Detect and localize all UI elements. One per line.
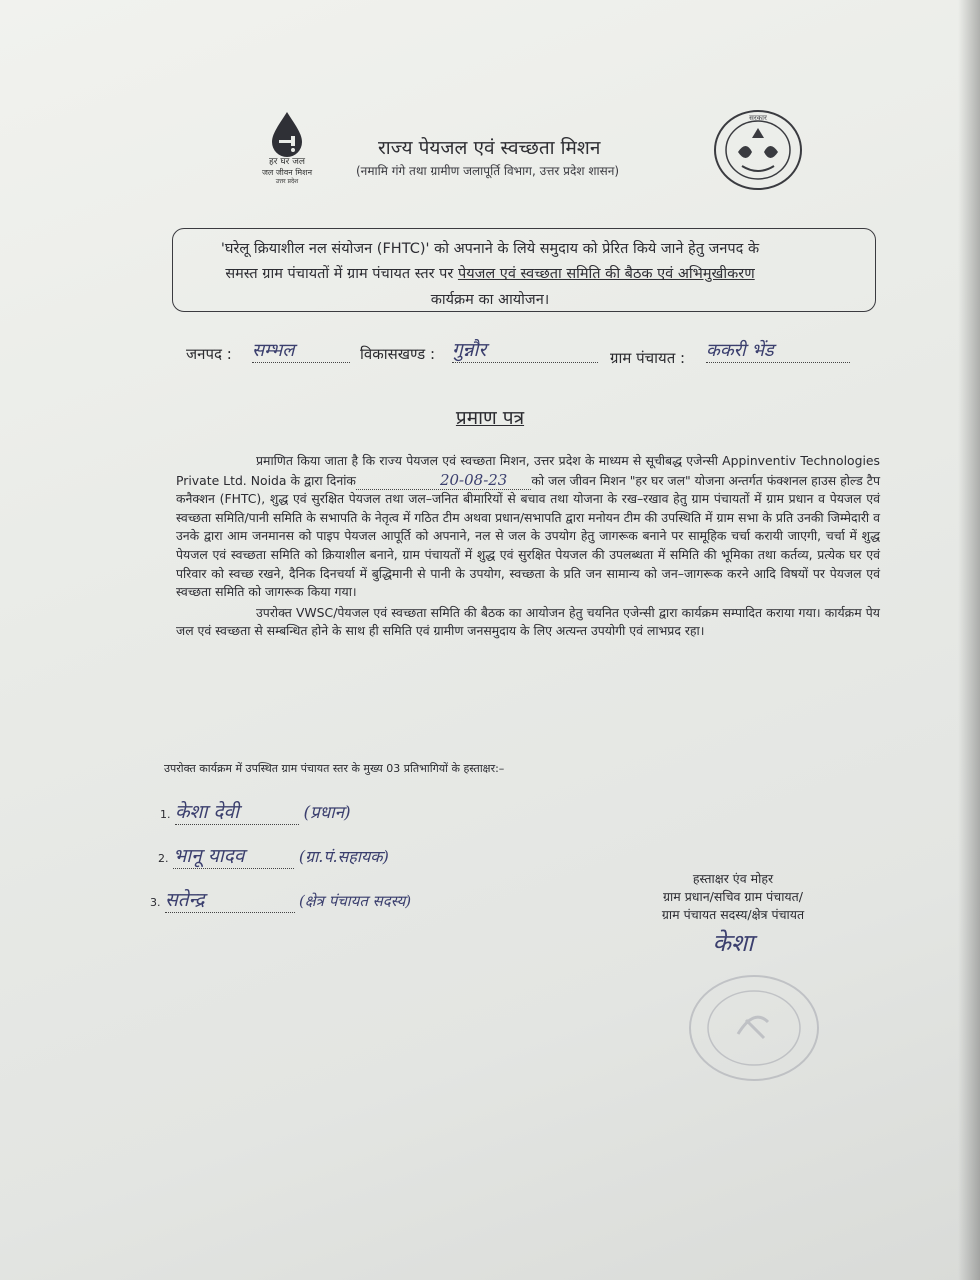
paragraph-1-part-a: प्रमाणित किया जाता है कि राज्य पेयजल एवं स्वच्छता मिशन, उत्तर प्रदेश के माध्यम से सूचीबद्ध एजेन्सी Appinventiv Technologies Private Ltd. Noida के द्वारा दिनांक	[176, 453, 880, 488]
banner-line-3: कार्यक्रम का आयोजन।	[430, 292, 550, 308]
district-label: जनपद :	[186, 345, 232, 363]
participant-row	[160, 798, 351, 825]
program-date: 20-08-23	[356, 471, 531, 491]
logo-caption-1: हर घर जल	[269, 157, 305, 167]
authorized-signatory	[628, 870, 838, 957]
svg-text:सरकार: सरकार	[749, 114, 767, 122]
panchayat-field	[706, 338, 850, 363]
participant-name: केशा देवी	[175, 798, 299, 825]
paragraph-2: उपरोक्त VWSC/पेयजल एवं स्वच्छता समिति की बैठक का आयोजन हेतु चयनित एजेन्सी द्वारा कार्यक्रम सम्पादित कराया गया। कार्यक्रम पेय जल एवं स्वच्छता से सम्बन्धित होने के साथ ही समिति एवं ग्रामीण जनसमुदाय के लिए अत्यन्त उपयोगी एवं लाभप्रद रहा।	[176, 604, 880, 639]
mission-title: राज्य पेयजल एवं स्वच्छता मिशन	[378, 137, 601, 159]
participant-name: सतेन्द्र	[165, 886, 295, 913]
panchayat-label: ग्राम पंचायत :	[610, 349, 686, 367]
signatory-line-3: ग्राम पंचायत सदस्य/क्षेत्र पंचायत	[661, 907, 805, 922]
up-government-seal	[712, 108, 804, 192]
logo-caption-2: जल जीवन मिशन	[261, 168, 313, 177]
certificate-body	[176, 452, 880, 641]
block-label: विकासखण्ड :	[360, 345, 436, 363]
block-value: गुन्नौर	[452, 339, 487, 361]
page-edge-shadow	[958, 0, 980, 1280]
participant-number: 2.	[158, 852, 169, 865]
participant-number: 1.	[160, 808, 171, 821]
paragraph-1	[176, 452, 880, 602]
district-field	[252, 338, 350, 363]
banner-line-2-underlined: पेयजल एवं स्वच्छता समिति की बैठक एवं अभिमुखीकरण	[457, 266, 755, 282]
participant-number: 3.	[150, 896, 161, 909]
participant-role: (ग्रा.पं.सहायक)	[298, 847, 389, 866]
panchayat-value: ककरी भेंड	[706, 340, 774, 361]
participant-role: (प्रधान)	[303, 803, 351, 823]
har-ghar-jal-logo	[248, 110, 326, 190]
signatory-line-1: हस्ताक्षर एंव मोहर	[692, 871, 774, 886]
mission-subtitle: (नमामि गंगे तथा ग्रामीण जलापूर्ति विभाग, उत्तर प्रदेश शासन)	[356, 164, 620, 178]
logo-caption-3: उत्तर प्रदेश	[275, 178, 299, 185]
participant-row	[150, 886, 411, 913]
signatory-signature: केशा	[712, 929, 754, 957]
participant-role: (क्षेत्र पंचायत सदस्य)	[299, 892, 412, 910]
participants-intro: उपरोक्त कार्यक्रम में उपस्थित ग्राम पंचायत स्तर के मुख्य 03 प्रतिभागियों के हस्ताक्षर:–	[164, 762, 505, 775]
water-drop-icon	[248, 110, 326, 158]
banner-line-2	[0, 263, 980, 283]
participant-row	[158, 842, 389, 869]
panchayat-stamp	[686, 972, 822, 1084]
district-value: सम्भल	[252, 340, 295, 361]
banner-line-2-prefix: समस्त ग्राम पंचायतों में ग्राम पंचायत स्तर पर	[225, 266, 458, 282]
certificate-title: प्रमाण पत्र	[455, 407, 525, 429]
banner-line-1: 'घरेलू क्रियाशील नल संयोजन (FHTC)' को अपनाने के लिये समुदाय को प्रेरित किये जाने हेतु जनपद के	[220, 241, 760, 257]
paragraph-1-part-b: को जल जीवन मिशन "हर घर जल" योजना अन्तर्गत फंक्शनल हाउस होल्ड टैप कनैक्शन (FHTC), शुद्ध एवं सुरक्षित पेयजल तथा जल–जनित बीमारियों से बचाव तथा योजना के रख–रखाव हेतु ग्राम पंचायतों में ग्राम प्रधान व पेयजल एवं स्वच्छता समिति/पानी समिति के सभापति के नेतृत्व में गठित टीम अथवा प्रधान/सभापति द्वारा मनोयन टीम की उपस्थिति में ग्राम सभा के प्रति उनकी जिम्मेदारी व उनके द्वारा आम जनमानस को पाइप पेयजल आपूर्ति को अपनाने, नल से जल के उपयोग हेतु जागरूक बनाने पर सामूहिक चर्चा करायी जाएगी, चर्चा में शुद्ध पेयजल एवं स्वच्छता समिति को क्रियाशील बनाने, ग्राम पंचायतों में शुद्ध एवं सुरक्षित पेयजल की उपलब्धता में समिति की भूमिका तथा कर्तव्य, प्रत्येक घर एवं परिवार को स्वच्छ रखने, दैनिक दिनचर्या में बुद्धिमानी से पानी के उपयोग, स्वच्छता के प्रति जन सामान्य को जन–जागरूक करने आदि विषयों पर पेयजल एवं स्वच्छता समिति को जागरूक किया गया।	[176, 472, 880, 600]
block-field	[452, 336, 598, 363]
participant-name: भानू यादव	[173, 842, 294, 869]
signatory-line-2: ग्राम प्रधान/सचिव ग्राम पंचायत/	[662, 889, 804, 904]
